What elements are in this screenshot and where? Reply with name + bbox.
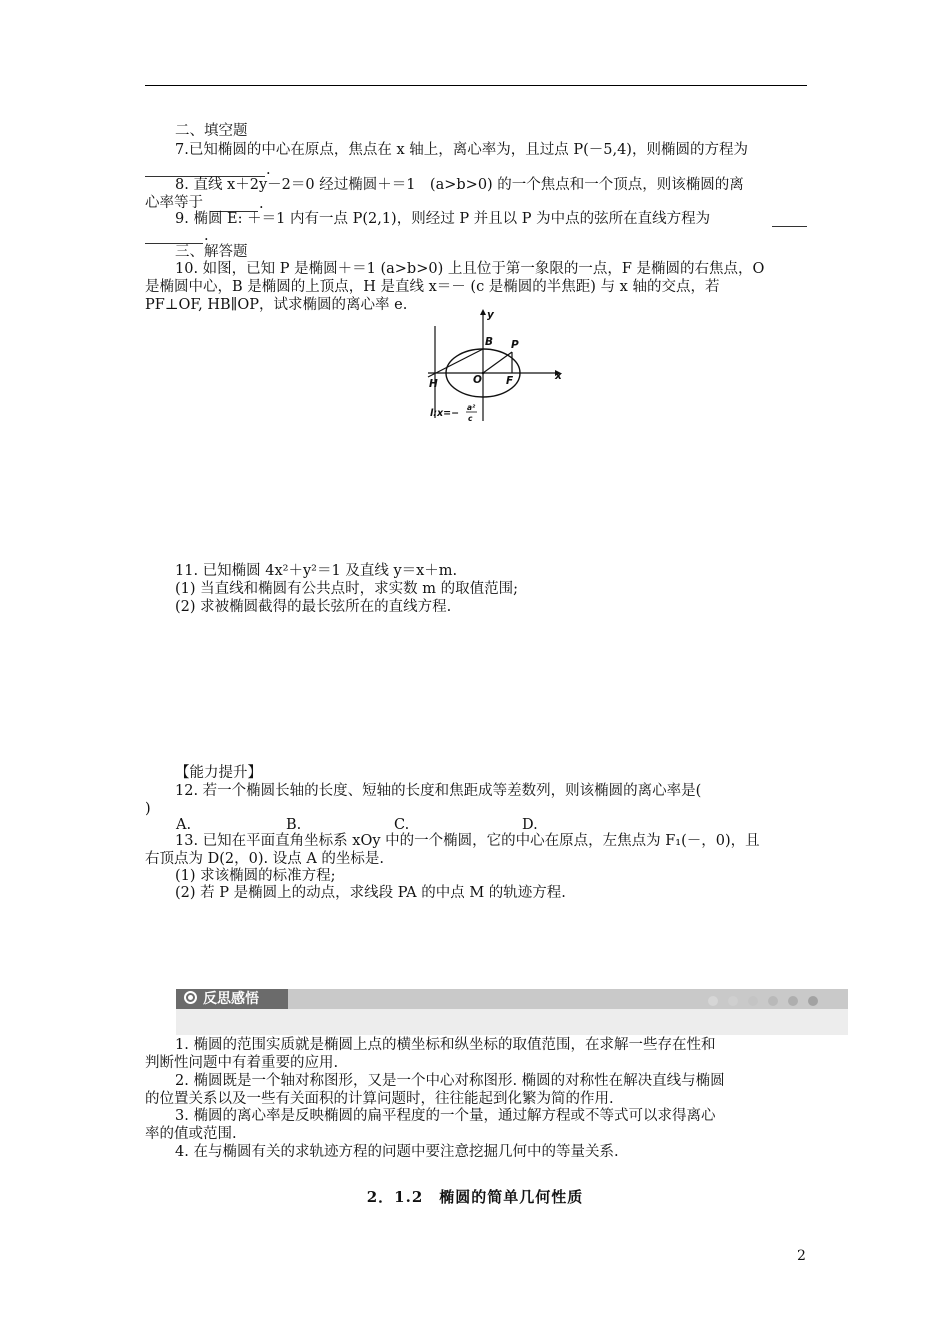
reflection-point-1: 1. 椭圆的范围实质就是椭圆上点的横坐标和纵坐标的取值范围，在求解一些存在性和 — [175, 1037, 716, 1053]
question-13-part1: (1) 求该椭圆的标准方程; — [175, 868, 336, 884]
dot-icon — [708, 996, 718, 1006]
dot-icon — [728, 996, 738, 1006]
question-12-cont: ) — [145, 801, 151, 817]
option-d: D. — [522, 817, 538, 833]
point-f-label: F — [506, 375, 514, 387]
ellipse-figure — [420, 308, 565, 426]
section-heading-fill-in: 二、填空题 — [175, 123, 248, 139]
question-10: 10. 如图，已知 P 是椭圆＋＝1 (a>b>0) 上且位于第一象限的一点，F 是椭圆的右焦点，O — [175, 261, 765, 277]
option-b: B. — [286, 817, 302, 833]
progress-dots — [698, 994, 818, 1010]
question-13-cont: 右顶点为 D(2，0). 设点 A 的坐标是. — [145, 851, 385, 867]
reflection-point-4: 4. 在与椭圆有关的求轨迹方程的问题中要注意挖掘几何中的等量关系. — [175, 1144, 619, 1160]
option-a: A. — [176, 817, 192, 833]
question-13: 13. 已知在平面直角坐标系 xOy 中的一个椭圆，它的中心在原点，左焦点为 F₁(－，0)，且 — [175, 833, 760, 849]
page-number: 2 — [797, 1248, 806, 1264]
question-10-cont2: PF⊥OF, HB∥OP，试求椭圆的离心率 e. — [145, 297, 408, 313]
answer-blank-9a — [772, 226, 807, 227]
question-8: 8. 直线 x＋2y－2＝0 经过椭圆＋＝1 (a>b>0) 的一个焦点和一个顶点，则该椭圆的离 — [175, 177, 744, 193]
section-heading-answer: 三、解答题 — [175, 244, 248, 260]
reflection-point-1-cont: 判断性问题中有着重要的应用. — [145, 1055, 339, 1071]
reflection-point-2-cont: 的位置关系以及一些有关面积的计算问题时，往往能起到化繁为简的作用. — [145, 1091, 614, 1107]
point-p-label: P — [511, 339, 519, 351]
header-rule — [145, 85, 807, 86]
directrix-denominator: c — [468, 414, 473, 423]
dot-icon — [768, 996, 778, 1006]
y-axis-arrow — [480, 309, 486, 315]
question-8-cont: 心率等于 — [145, 195, 203, 211]
question-13-part2: (2) 若 P 是椭圆上的动点，求线段 PA 的中点 M 的轨迹方程. — [175, 885, 566, 901]
question-10-cont1: 是椭圆中心，B 是椭圆的上顶点，H 是直线 x＝－ (c 是椭圆的半焦距) 与 x 轴的交点，若 — [145, 279, 720, 295]
reflection-banner — [176, 989, 848, 1035]
dot-icon — [748, 996, 758, 1006]
directrix-label: l:x=− — [430, 408, 460, 419]
question-7: 7.已知椭圆的中心在原点，焦点在 x 轴上，离心率为，且过点 P(－5,4)，则椭圆的方程为 — [175, 142, 748, 158]
question-11: 11. 已知椭圆 4x²＋y²＝1 及直线 y＝x＋m. — [175, 563, 458, 579]
reflection-point-3-cont: 率的值或范围. — [145, 1126, 237, 1142]
section-heading-improve: 【能力提升】 — [175, 765, 262, 781]
segment-op — [483, 352, 512, 373]
y-axis-label: y — [487, 309, 494, 321]
dot-icon — [788, 996, 798, 1006]
point-h-label: H — [429, 378, 438, 390]
directrix-numerator: a² — [467, 403, 476, 412]
section-title: 2．1.2 椭圆的简单几何性质 — [366, 1188, 584, 1206]
origin-dot — [482, 372, 485, 375]
reflection-point-3: 3. 椭圆的离心率是反映椭圆的扁平程度的一个量，通过解方程或不等式可以求得离心 — [175, 1108, 716, 1124]
question-12: 12. 若一个椭圆长轴的长度、短轴的长度和焦距成等差数列，则该椭圆的离心率是( — [175, 783, 702, 799]
dot-icon — [808, 996, 818, 1006]
question-9: 9. 椭圆 E: ＋＝1 内有一点 P(2,1)，则经过 P 并且以 P 为中点的弦所在直线方程为 — [175, 211, 711, 227]
question-11-part2: (2) 求被椭圆截得的最长弦所在的直线方程. — [175, 599, 452, 615]
question-11-part1: (1) 当直线和椭圆有公共点时，求实数 m 的取值范围; — [175, 581, 518, 597]
option-c: C. — [394, 817, 410, 833]
reflection-banner-title: 反思感悟 — [176, 989, 288, 1009]
reflection-point-2: 2. 椭圆既是一个轴对称图形，又是一个中心对称图形. 椭圆的对称性在解决直线与椭圆 — [175, 1073, 725, 1089]
x-axis-label: x — [555, 370, 562, 382]
point-o-label: O — [473, 374, 482, 386]
point-b-label: B — [485, 336, 494, 348]
target-icon — [184, 991, 197, 1004]
